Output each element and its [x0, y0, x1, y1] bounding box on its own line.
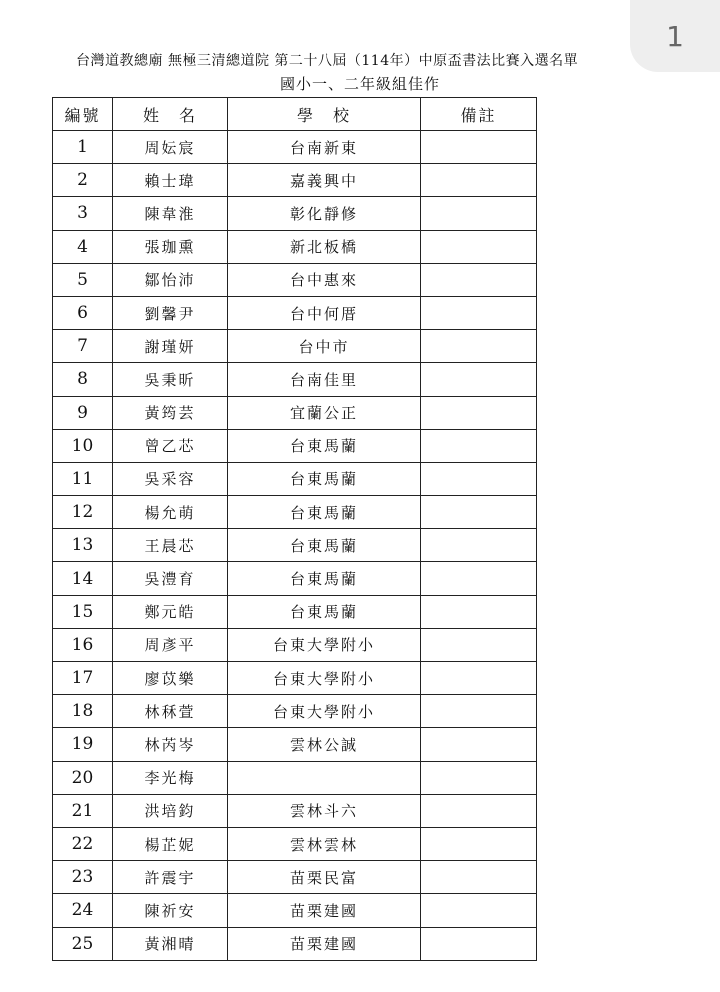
table-row: [53, 396, 537, 429]
table-row: [53, 330, 537, 363]
row-school: 新北板橋: [228, 230, 421, 263]
row-note: [421, 131, 537, 164]
row-name: 鄭元皓: [113, 595, 228, 628]
row-number: 10: [53, 429, 113, 462]
table-row: [53, 894, 537, 927]
row-number: 4: [53, 230, 113, 263]
table-row: [53, 131, 537, 164]
row-name: 林芮岑: [113, 728, 228, 761]
page-indicator: 1: [630, 0, 720, 72]
row-school: 台東馬蘭: [228, 462, 421, 495]
row-name: 李光梅: [113, 761, 228, 794]
table-row: [53, 827, 537, 860]
row-number: 19: [53, 728, 113, 761]
row-number: 22: [53, 827, 113, 860]
row-school: 台東大學附小: [228, 695, 421, 728]
row-name: 吳秉昕: [113, 363, 228, 396]
table-row: [53, 429, 537, 462]
row-note: [421, 462, 537, 495]
row-school: 台南佳里: [228, 363, 421, 396]
row-note: [421, 695, 537, 728]
table-header: [53, 98, 537, 131]
row-number: 21: [53, 794, 113, 827]
row-number: 13: [53, 529, 113, 562]
row-note: [421, 595, 537, 628]
row-note: [421, 496, 537, 529]
header-row: [53, 98, 537, 131]
row-name: 王晨芯: [113, 529, 228, 562]
table-row: [53, 628, 537, 661]
row-number: 8: [53, 363, 113, 396]
row-number: 7: [53, 330, 113, 363]
row-school: 台南新東: [228, 131, 421, 164]
table-row: [53, 595, 537, 628]
row-note: [421, 861, 537, 894]
row-number: 16: [53, 628, 113, 661]
row-note: [421, 529, 537, 562]
row-note: [421, 827, 537, 860]
table-row: [53, 296, 537, 329]
row-number: 2: [53, 164, 113, 197]
row-note: [421, 263, 537, 296]
row-school: 雲林雲林: [228, 827, 421, 860]
table-row: [53, 927, 537, 961]
row-school: 台中市: [228, 330, 421, 363]
row-note: [421, 628, 537, 661]
row-number: 9: [53, 396, 113, 429]
row-school: [228, 761, 421, 794]
row-school: 雲林公誠: [228, 728, 421, 761]
row-name: 楊允萌: [113, 496, 228, 529]
row-school: 台東大學附小: [228, 662, 421, 695]
row-school: 台東馬蘭: [228, 529, 421, 562]
row-note: [421, 927, 537, 961]
document-title: 台灣道教總廟 無極三清總道院 第二十八屆（114年）中原盃書法比賽入選名單: [76, 53, 579, 69]
document-subtitle: 國小一、二年級組佳作: [279, 75, 440, 93]
roster-table: [52, 97, 537, 961]
row-school: 雲林斗六: [228, 794, 421, 827]
row-school: 彰化靜修: [228, 197, 421, 230]
table-row: [53, 695, 537, 728]
row-school: 台中何厝: [228, 296, 421, 329]
row-school: 宜蘭公正: [228, 396, 421, 429]
row-name: 楊芷妮: [113, 827, 228, 860]
table-row: [53, 496, 537, 529]
row-number: 6: [53, 296, 113, 329]
row-number: 11: [53, 462, 113, 495]
row-name: 陳祈安: [113, 894, 228, 927]
row-note: [421, 296, 537, 329]
row-number: 17: [53, 662, 113, 695]
table-row: [53, 363, 537, 396]
table-row: [53, 263, 537, 296]
row-school: 苗栗民富: [228, 861, 421, 894]
row-name: 黃筠芸: [113, 396, 228, 429]
row-name: 謝瑾妍: [113, 330, 228, 363]
row-note: [421, 662, 537, 695]
row-name: 許震宇: [113, 861, 228, 894]
row-school: 台中惠來: [228, 263, 421, 296]
table-row: [53, 164, 537, 197]
row-note: [421, 429, 537, 462]
row-number: 15: [53, 595, 113, 628]
row-note: [421, 728, 537, 761]
row-name: 賴士瑋: [113, 164, 228, 197]
header-number: 編號: [53, 98, 113, 131]
row-number: 1: [53, 131, 113, 164]
header-name: 姓 名: [113, 98, 228, 131]
table-row: [53, 562, 537, 595]
table-row: [53, 794, 537, 827]
row-name: 曾乙芯: [113, 429, 228, 462]
row-school: 嘉義興中: [228, 164, 421, 197]
header-note: 備註: [421, 98, 537, 131]
table-row: [53, 861, 537, 894]
row-name: 吳澧育: [113, 562, 228, 595]
row-note: [421, 761, 537, 794]
row-school: 苗栗建國: [228, 927, 421, 961]
row-school: 台東馬蘭: [228, 429, 421, 462]
row-name: 周彥平: [113, 628, 228, 661]
table-row: [53, 230, 537, 263]
row-name: 鄒怡沛: [113, 263, 228, 296]
row-number: 20: [53, 761, 113, 794]
row-number: 12: [53, 496, 113, 529]
row-number: 18: [53, 695, 113, 728]
row-note: [421, 562, 537, 595]
table-body: [53, 131, 537, 961]
table-row: [53, 197, 537, 230]
row-number: 3: [53, 197, 113, 230]
row-name: 廖苡樂: [113, 662, 228, 695]
row-note: [421, 230, 537, 263]
row-name: 張珈熏: [113, 230, 228, 263]
row-note: [421, 197, 537, 230]
row-number: 5: [53, 263, 113, 296]
row-number: 23: [53, 861, 113, 894]
row-name: 周妘宸: [113, 131, 228, 164]
row-school: 台東馬蘭: [228, 496, 421, 529]
row-number: 25: [53, 927, 113, 961]
header-school: 學 校: [228, 98, 421, 131]
row-number: 14: [53, 562, 113, 595]
row-school: 台東馬蘭: [228, 562, 421, 595]
row-name: 林秝萱: [113, 695, 228, 728]
row-note: [421, 164, 537, 197]
row-note: [421, 363, 537, 396]
row-name: 陳韋淮: [113, 197, 228, 230]
table-row: [53, 529, 537, 562]
row-number: 24: [53, 894, 113, 927]
row-name: 劉馨尹: [113, 296, 228, 329]
row-name: 洪培鈞: [113, 794, 228, 827]
row-school: 台東大學附小: [228, 628, 421, 661]
table-row: [53, 662, 537, 695]
row-note: [421, 794, 537, 827]
row-name: 吳采容: [113, 462, 228, 495]
row-note: [421, 396, 537, 429]
row-school: 台東馬蘭: [228, 595, 421, 628]
table-row: [53, 728, 537, 761]
row-name: 黃湘晴: [113, 927, 228, 961]
row-note: [421, 330, 537, 363]
table-row: [53, 462, 537, 495]
table-row: [53, 761, 537, 794]
row-school: 苗栗建國: [228, 894, 421, 927]
row-note: [421, 894, 537, 927]
